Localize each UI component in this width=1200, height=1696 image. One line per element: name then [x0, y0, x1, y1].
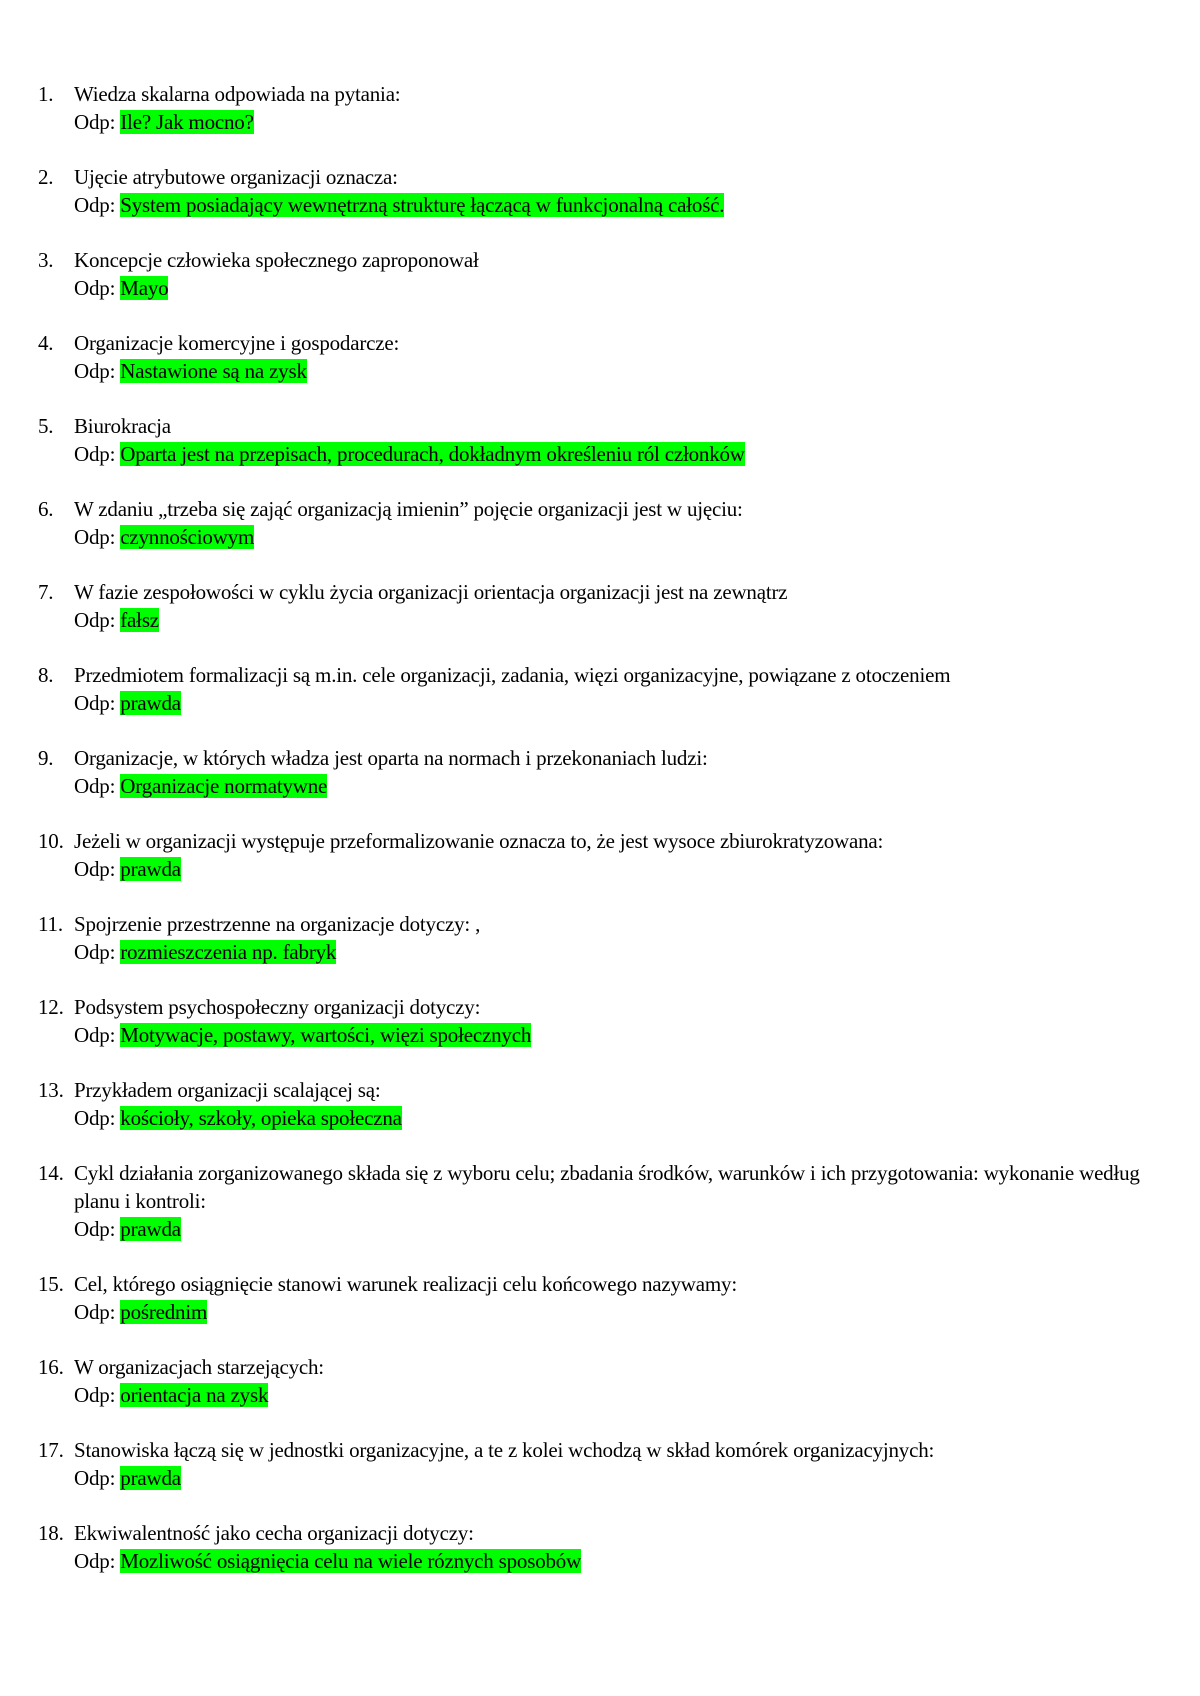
answer-prefix: Odp:: [74, 608, 116, 632]
answer-prefix: Odp:: [74, 1300, 116, 1324]
answer-highlight: Oparta jest na przepisach, procedurach, dokładnym określeniu ról członków: [120, 442, 745, 466]
answer-line: [74, 523, 1168, 551]
qa-item: [38, 993, 1168, 1049]
answer-prefix: Odp:: [74, 1106, 116, 1130]
item-number: 7.: [38, 580, 54, 604]
qa-item: [38, 80, 1168, 136]
answer-line: [74, 1021, 1168, 1049]
answer-line: [74, 274, 1168, 302]
question-text: Spojrzenie przestrzenne na organizacje dotyczy: ,: [74, 912, 481, 936]
question-text: Cykl działania zorganizowanego składa się z wyboru celu; zbadania środków, warunków i ich przygotowania: wykonanie według planu i kontroli:: [74, 1161, 1140, 1213]
answer-prefix: Odp:: [74, 525, 116, 549]
item-number: 6.: [38, 497, 54, 521]
answer-highlight: pośrednim: [120, 1300, 208, 1324]
question-text: W organizacjach starzejących:: [74, 1355, 324, 1379]
answer-line: [74, 855, 1168, 883]
item-number: 17.: [38, 1438, 64, 1462]
item-number: 2.: [38, 165, 54, 189]
question-text: Przedmiotem formalizacji są m.in. cele organizacji, zadania, więzi organizacyjne, powiązane z otoczeniem: [74, 663, 951, 687]
qa-list: [38, 80, 1168, 1602]
item-number: 13.: [38, 1078, 64, 1102]
item-number: 5.: [38, 414, 54, 438]
qa-item: [38, 744, 1168, 800]
qa-item: [38, 246, 1168, 302]
question-text: W fazie zespołowości w cyklu życia organizacji orientacja organizacji jest na zewnątrz: [74, 580, 788, 604]
answer-highlight: czynnościowym: [120, 525, 255, 549]
question-text: Przykładem organizacji scalającej są:: [74, 1078, 381, 1102]
qa-item: [38, 910, 1168, 966]
question-text: Wiedza skalarna odpowiada na pytania:: [74, 82, 401, 106]
answer-line: [74, 1547, 1168, 1575]
question-text: Organizacje, w których władza jest oparta na normach i przekonaniach ludzi:: [74, 746, 708, 770]
answer-highlight: rozmieszczenia np. fabryk: [120, 940, 337, 964]
answer-line: [74, 191, 1168, 219]
qa-item: [38, 1270, 1168, 1326]
answer-line: [74, 1215, 1168, 1243]
qa-item: [38, 1159, 1168, 1243]
answer-highlight: System posiadający wewnętrzną strukturę łączącą w funkcjonalną całość.: [120, 193, 725, 217]
qa-item: [38, 1519, 1168, 1575]
item-number: 10.: [38, 829, 64, 853]
answer-highlight: prawda: [120, 1217, 181, 1241]
item-number: 15.: [38, 1272, 64, 1296]
answer-line: [74, 772, 1168, 800]
answer-prefix: Odp:: [74, 1217, 116, 1241]
qa-item: [38, 329, 1168, 385]
answer-prefix: Odp:: [74, 276, 116, 300]
answer-line: [74, 606, 1168, 634]
qa-item: [38, 1076, 1168, 1132]
answer-line: [74, 357, 1168, 385]
qa-item: [38, 495, 1168, 551]
answer-prefix: Odp:: [74, 940, 116, 964]
item-number: 1.: [38, 82, 54, 106]
item-number: 3.: [38, 248, 54, 272]
answer-line: [74, 1464, 1168, 1492]
question-text: Jeżeli w organizacji występuje przeformalizowanie oznacza to, że jest wysoce zbiurokratyzowana:: [74, 829, 884, 853]
answer-highlight: Mayo: [120, 276, 169, 300]
answer-prefix: Odp:: [74, 691, 116, 715]
item-number: 12.: [38, 995, 64, 1019]
answer-highlight: prawda: [120, 857, 181, 881]
answer-prefix: Odp:: [74, 1383, 116, 1407]
answer-line: [74, 938, 1168, 966]
item-number: 14.: [38, 1161, 64, 1185]
answer-prefix: Odp:: [74, 1023, 116, 1047]
qa-item: [38, 827, 1168, 883]
answer-highlight: Motywacje, postawy, wartości, więzi społecznych: [120, 1023, 532, 1047]
question-text: Stanowiska łączą się w jednostki organizacyjne, a te z kolei wchodzą w skład komórek organizacyjnych:: [74, 1438, 935, 1462]
answer-highlight: prawda: [120, 1466, 181, 1490]
answer-highlight: prawda: [120, 691, 181, 715]
item-number: 8.: [38, 663, 54, 687]
question-text: Ujęcie atrybutowe organizacji oznacza:: [74, 165, 398, 189]
question-text: Organizacje komercyjne i gospodarcze:: [74, 331, 400, 355]
answer-highlight: fałsz: [120, 608, 159, 632]
qa-item: [38, 1353, 1168, 1409]
answer-highlight: kościoły, szkoły, opieka społeczna: [120, 1106, 402, 1130]
qa-item: [38, 661, 1168, 717]
answer-prefix: Odp:: [74, 193, 116, 217]
answer-prefix: Odp:: [74, 442, 116, 466]
item-number: 16.: [38, 1355, 64, 1379]
item-number: 4.: [38, 331, 54, 355]
answer-prefix: Odp:: [74, 1466, 116, 1490]
question-text: W zdaniu „trzeba się zająć organizacją imienin” pojęcie organizacji jest w ujęciu:: [74, 497, 743, 521]
question-text: Cel, którego osiągnięcie stanowi warunek realizacji celu końcowego nazywamy:: [74, 1272, 737, 1296]
answer-prefix: Odp:: [74, 857, 116, 881]
item-number: 9.: [38, 746, 54, 770]
answer-highlight: Nastawione są na zysk: [120, 359, 307, 383]
answer-prefix: Odp:: [74, 774, 116, 798]
question-text: Podsystem psychospołeczny organizacji dotyczy:: [74, 995, 481, 1019]
qa-item: [38, 163, 1168, 219]
answer-line: [74, 1298, 1168, 1326]
answer-line: [74, 689, 1168, 717]
answer-line: [74, 1104, 1168, 1132]
question-text: Ekwiwalentność jako cecha organizacji dotyczy:: [74, 1521, 474, 1545]
answer-prefix: Odp:: [74, 359, 116, 383]
qa-item: [38, 578, 1168, 634]
item-number: 18.: [38, 1521, 64, 1545]
answer-line: [74, 1381, 1168, 1409]
item-number: 11.: [38, 912, 63, 936]
answer-highlight: Organizacje normatywne: [120, 774, 328, 798]
answer-highlight: Ile? Jak mocno?: [120, 110, 254, 134]
answer-line: [74, 108, 1168, 136]
answer-highlight: orientacja na zysk: [120, 1383, 269, 1407]
answer-line: [74, 440, 1168, 468]
answer-highlight: Mozliwość osiągnięcia celu na wiele róznych sposobów: [120, 1549, 582, 1573]
answer-prefix: Odp:: [74, 110, 116, 134]
question-text: Koncepcje człowieka społecznego zaproponował: [74, 248, 479, 272]
question-text: Biurokracja: [74, 414, 171, 438]
answer-prefix: Odp:: [74, 1549, 116, 1573]
qa-item: [38, 412, 1168, 468]
qa-item: [38, 1436, 1168, 1492]
